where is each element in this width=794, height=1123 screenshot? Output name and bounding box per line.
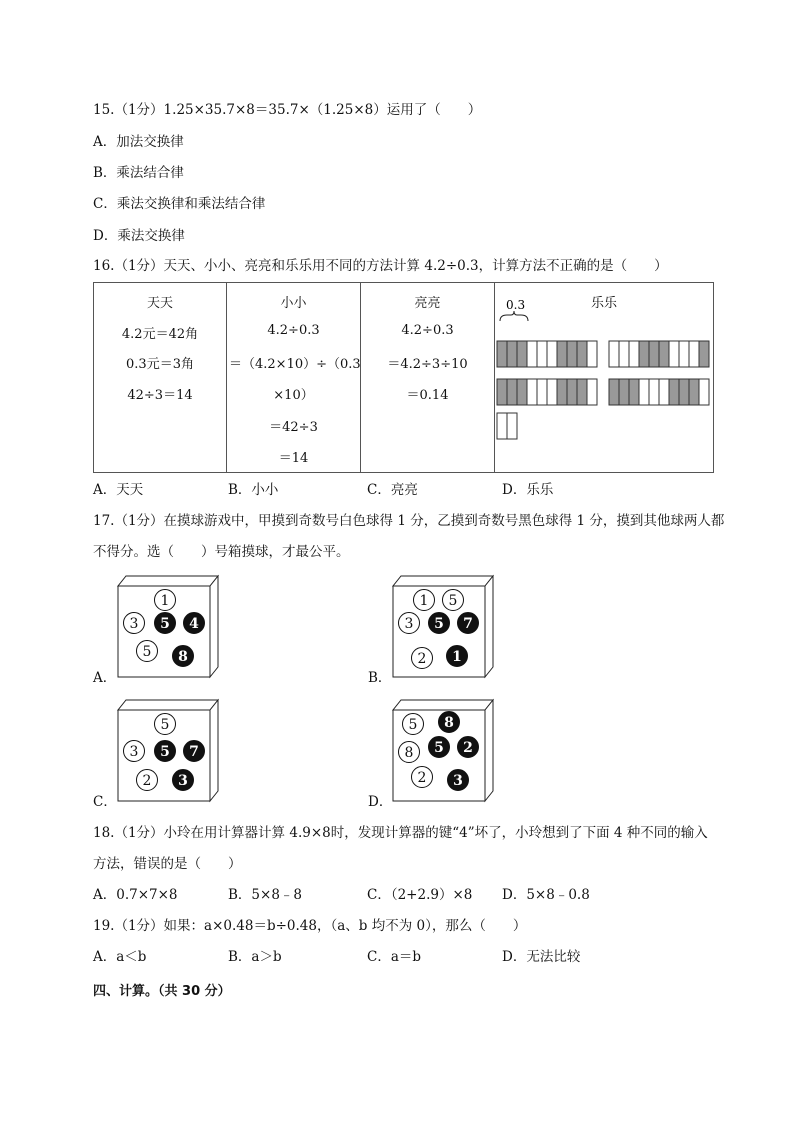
q17-stem-line2: 不得分。选（ ）号箱摸球，才最公平。: [93, 544, 350, 560]
q15-option-b: B．乘法结合律: [93, 165, 184, 181]
q16-option-d: D．乐乐: [502, 482, 554, 498]
grid-cell: [649, 379, 659, 405]
grid-cell: [679, 341, 689, 367]
grid-cell: [567, 341, 577, 367]
grid-cell: [517, 341, 527, 367]
grid-cell: [609, 379, 619, 405]
q18-option-c: C．（2+2.9）×8: [367, 887, 473, 903]
q17-box-d: [391, 700, 495, 804]
ball-number: 8: [444, 715, 454, 731]
q18-stem-line1: 18.（1分）小玲在用计算器计算 4.9×8时，发现计算器的键“4”坏了，小玲想到了下面 4 种不同的输入: [93, 825, 708, 841]
grid-cell: [567, 379, 577, 405]
grid-cell: [537, 341, 547, 367]
grid-cell: [557, 341, 567, 367]
ball-number: 3: [178, 773, 188, 789]
ball-number: 5: [434, 616, 444, 632]
grid-cell: [507, 341, 517, 367]
col-line: 42÷3＝14: [127, 388, 193, 403]
q16-col-xiaoxiao: [227, 283, 361, 473]
q15-option-a: A．加法交换律: [93, 134, 184, 150]
grid-cell: [557, 379, 567, 405]
grid-cell: [699, 379, 709, 405]
ball-number: 7: [189, 744, 199, 760]
q17-box-b-label: B．: [368, 670, 392, 686]
q15-stem: 15.（1分）1.25×35.7×8＝35.7×（1.25×8）运用了（ ）: [93, 102, 482, 118]
q16-option-b: B．小小: [228, 482, 279, 498]
grid-cell: [679, 379, 689, 405]
grid-cell: [577, 341, 587, 367]
ball-number: 2: [417, 770, 427, 786]
q16-option-a: A．天天: [93, 482, 144, 498]
q18-option-a: A．0.7×7×8: [93, 887, 178, 903]
brace-mark: [500, 311, 528, 321]
col-line: ×10）: [273, 388, 314, 403]
grid-cell: [639, 341, 649, 367]
grid-cell: [629, 379, 639, 405]
q17-box-a-label: A．: [93, 670, 117, 686]
col-name: 亮亮: [414, 296, 441, 311]
q18-stem-line2: 方法，错误的是（ ）: [93, 856, 242, 872]
grid-cell: [699, 341, 709, 367]
col-line: 4.2÷0.3: [401, 323, 454, 338]
col-line: 4.2元＝42角: [121, 327, 199, 342]
grid-cell: [497, 413, 507, 439]
q17-box-c-label: C．: [93, 794, 117, 810]
ball-number: 8: [178, 649, 188, 665]
grid-cell: [547, 379, 557, 405]
grid-cell: [517, 379, 527, 405]
ball-number: 3: [404, 616, 414, 632]
grid-cell: [537, 379, 547, 405]
col-line: ＝42÷3: [269, 420, 318, 435]
grid-cell: [497, 341, 507, 367]
ball-number: 1: [160, 593, 170, 609]
ball-number: 3: [129, 744, 139, 760]
q15-option-d: D．乘法交换律: [93, 228, 185, 244]
q19-option-c: C．a＝b: [367, 949, 422, 965]
grid-cell: [619, 379, 629, 405]
grid-cell: [547, 341, 557, 367]
grid-cell: [527, 379, 537, 405]
grid-cell: [659, 379, 669, 405]
grid-cell: [689, 379, 699, 405]
q16-col-liangliang: [361, 283, 495, 473]
col-line: ＝0.14: [406, 388, 449, 403]
ball-number: 5: [160, 616, 170, 632]
ball-number: 3: [129, 616, 139, 632]
grid-cell: [689, 341, 699, 367]
grid-cell: [527, 341, 537, 367]
q19-option-b: B．a＞b: [228, 949, 282, 965]
col-line: ＝（4.2×10）÷（0.3: [229, 357, 361, 372]
grid-cell: [669, 379, 679, 405]
grid-cell: [669, 341, 679, 367]
ball-number: 3: [453, 773, 463, 789]
q15-option-c: C．乘法交换律和乘法结合律: [93, 196, 266, 212]
q17-box-c: [116, 700, 220, 804]
grid-cell: [507, 379, 517, 405]
grid-cell: [577, 379, 587, 405]
grid-cell: [659, 341, 669, 367]
ball-number: 2: [463, 740, 473, 756]
grid-cell: [587, 341, 597, 367]
ball-number: 2: [142, 773, 152, 789]
ball-number: 5: [142, 644, 152, 660]
section-4-title: 四、计算。（共 30 分）: [93, 984, 231, 999]
q17-box-d-label: D．: [368, 794, 393, 810]
col-line: 0.3元＝3角: [126, 357, 194, 372]
q19-option-a: A．a＜b: [93, 949, 147, 965]
grid-cell: [497, 379, 507, 405]
q19-option-d: D．无法比较: [502, 949, 581, 965]
grid-cell: [609, 341, 619, 367]
q18-option-d: D．5×8﹣0.8: [502, 887, 590, 903]
q19-stem: 19.（1分）如果：a×0.48＝b÷0.48，（a、b 均不为 0），那么（ ）: [93, 918, 527, 934]
q16-stem: 16.（1分）天天、小小、亮亮和乐乐用不同的方法计算 4.2÷0.3，计算方法不正确的是（ ）: [93, 258, 668, 274]
q17-box-a: [116, 576, 220, 680]
q16-col-lele: [495, 283, 714, 473]
ball-number: 5: [408, 717, 418, 733]
ball-number: 5: [448, 593, 458, 609]
ball-number: 5: [160, 744, 170, 760]
ball-number: 8: [404, 745, 414, 761]
col-name: 乐乐: [590, 296, 617, 311]
ball-number: 4: [189, 616, 199, 632]
ball-number: 5: [434, 740, 444, 756]
q18-option-b: B．5×8﹣8: [228, 887, 302, 903]
grid-cell: [639, 379, 649, 405]
ball-number: 2: [417, 651, 427, 667]
brace-label: 0.3: [506, 298, 526, 312]
q16-option-c: C．亮亮: [367, 482, 418, 498]
ball-number: 1: [452, 649, 462, 665]
grid-cell: [619, 341, 629, 367]
col-name: 天天: [146, 296, 173, 311]
q16-method-table: [93, 282, 714, 473]
grid-cell: [507, 413, 517, 439]
q17-stem-line1: 17.（1分）在摸球游戏中，甲摸到奇数号白色球得 1 分，乙摸到奇数号黑色球得 1 分，摸到其他球两人都: [93, 513, 725, 529]
q17-box-b: [391, 576, 495, 680]
q16-col-tiantian: [94, 283, 227, 473]
grid-cell: [587, 379, 597, 405]
col-name: 小小: [280, 296, 307, 311]
col-line: 4.2÷0.3: [267, 323, 320, 338]
col-line: ＝14: [278, 451, 309, 466]
ball-number: 1: [419, 593, 429, 609]
grid-cell: [649, 341, 659, 367]
ball-number: 7: [463, 616, 473, 632]
col-line: ＝4.2÷3÷10: [387, 357, 468, 372]
grid-cell: [629, 341, 639, 367]
ball-number: 5: [160, 717, 170, 733]
